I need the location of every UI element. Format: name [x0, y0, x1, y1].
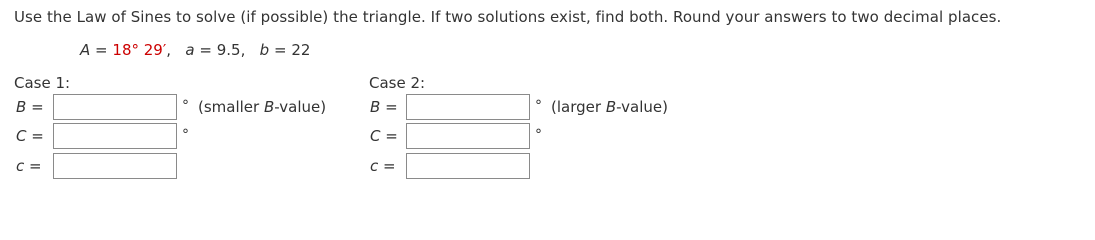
case1-B-note: (smaller B-value) [198, 98, 327, 116]
case2-c-input[interactable] [406, 153, 530, 179]
case2-title: Case 2: [369, 74, 426, 92]
case1-B-input[interactable] [53, 94, 177, 120]
case2-label-c: c = [370, 157, 396, 175]
problem-instructions: Use the Law of Sines to solve (if possible) the triangle. If two solutions exist, find both. Round your answers to two decimal places. [14, 8, 1002, 26]
case1-label-C: C = [16, 127, 44, 145]
given-side-b-value: 22 [291, 41, 311, 59]
given-side-b-var: b [259, 41, 270, 59]
case2-B-degree-unit: ° [535, 98, 542, 114]
case1-label-B: B = [16, 98, 44, 116]
case1-label-c: c = [16, 157, 42, 175]
case2-label-C: C = [370, 127, 398, 145]
given-angle-eq: = [95, 41, 108, 59]
case2-B-input[interactable] [406, 94, 530, 120]
given-angle-var: A [80, 41, 91, 59]
case1-title: Case 1: [14, 74, 71, 92]
case1-B-degree-unit: ° [182, 98, 189, 114]
given-comma-1: , [166, 41, 172, 59]
given-side-a-var: a [185, 41, 195, 59]
case2-B-note: (larger B-value) [551, 98, 668, 116]
case2-C-degree-unit: ° [535, 127, 542, 143]
given-side-b-eq: = [273, 41, 287, 59]
case1-C-degree-unit: ° [182, 127, 189, 143]
given-side-a-eq: = [199, 41, 212, 59]
case2-label-B: B = [370, 98, 398, 116]
given-comma-2: , [240, 41, 246, 59]
given-angle-value: 18° 29′ [112, 41, 167, 59]
case1-c-input[interactable] [53, 153, 177, 179]
case2-C-input[interactable] [406, 123, 530, 149]
case1-C-input[interactable] [53, 123, 177, 149]
given-side-a-value: 9.5 [216, 41, 241, 59]
given-values [80, 41, 310, 59]
